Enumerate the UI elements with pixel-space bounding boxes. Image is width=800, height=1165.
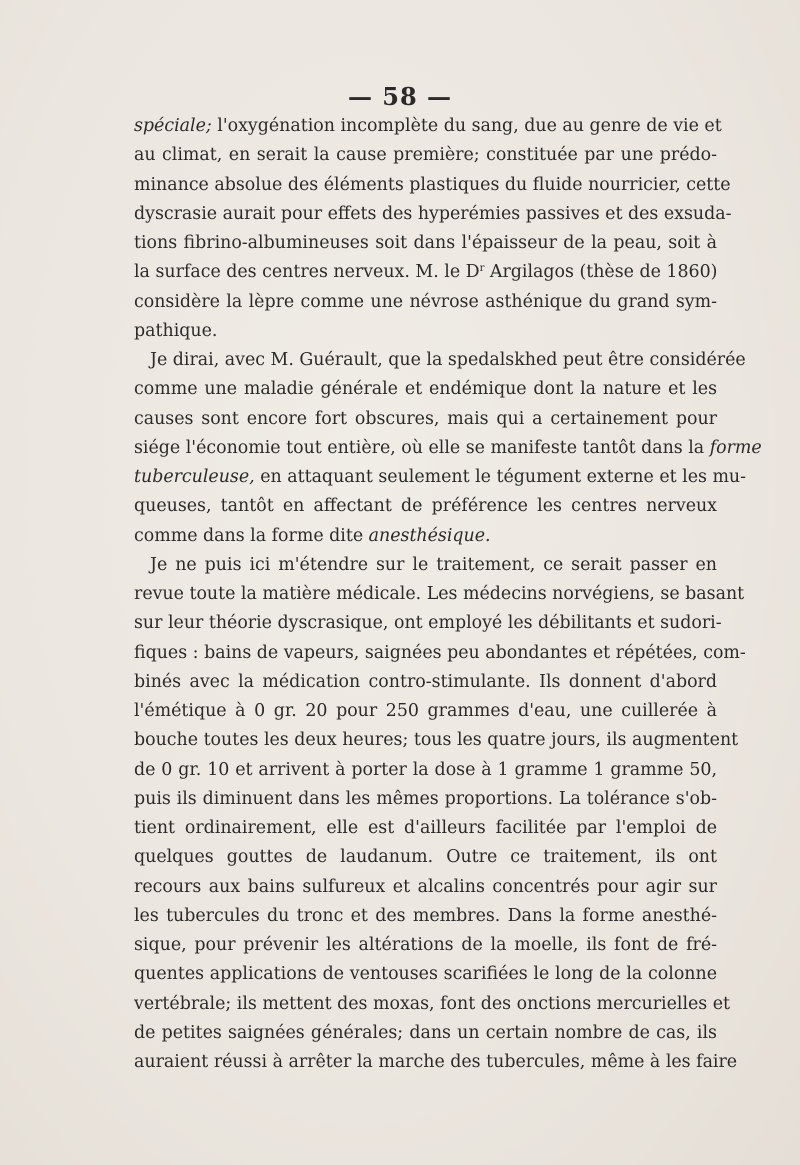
text-line xyxy=(134,141,717,170)
text-run: comme dans la forme dite xyxy=(134,525,369,546)
text-line xyxy=(134,931,717,960)
text-run: sur leur théorie dyscrasique, ont employé les débilitants et sudori- xyxy=(134,613,722,634)
text-run: causes sont encore fort obscures, mais qui a certainement pour xyxy=(134,408,717,429)
text-line xyxy=(134,990,731,1019)
text-run: de 0 gr. 10 et arrivent à porter la dose à 1 gramme 1 gramme 50, xyxy=(134,759,717,780)
text-line xyxy=(134,288,717,317)
text-line xyxy=(134,639,746,668)
italic-text: forme xyxy=(709,437,762,458)
text-line xyxy=(134,843,717,872)
body-text xyxy=(134,112,762,1077)
text-line xyxy=(134,814,717,843)
text-line xyxy=(134,668,717,697)
italic-text: spéciale; xyxy=(134,116,212,136)
text-line xyxy=(134,522,717,551)
text-line xyxy=(134,697,717,726)
text-run: Argilagos (thèse de 1860) xyxy=(484,262,718,283)
text-run: dyscrasie aurait pour effets des hyperémies passives et des exsuda- xyxy=(134,203,732,224)
text-line xyxy=(134,609,722,638)
text-line xyxy=(134,346,746,375)
text-run: quentes applications de ventouses scarifiées le long de la colonne xyxy=(134,964,717,985)
text-run: l'oxygénation incomplète du sang, due au genre de vie et xyxy=(211,116,722,136)
text-run: les tubercules du tronc et des membres. Dans la forme anesthé- xyxy=(134,905,717,926)
text-line xyxy=(134,726,739,755)
text-run: sique, pour prévenir les altérations de la moelle, ils font de fré- xyxy=(134,935,717,955)
text-run: minance absolue des éléments plastiques du fluide nourricier, cette xyxy=(134,174,731,195)
text-line xyxy=(134,258,717,287)
text-line xyxy=(134,1048,738,1077)
paragraph xyxy=(134,551,746,1078)
text-run: vertébrale; ils mettent des moxas, font des onctions mercurielles et xyxy=(134,993,731,1014)
text-run: auraient réussi à arrêter la marche des tubercules, même à les faire xyxy=(134,1052,738,1072)
text-run: recours aux bains sulfureux et alcalins concentrés pour agir sur xyxy=(134,876,717,897)
text-run: Je ne puis ici m'étendre sur le traitement, ce serait passer en xyxy=(150,554,717,575)
text-line xyxy=(134,229,717,258)
paragraph xyxy=(134,346,762,551)
text-line xyxy=(134,317,717,346)
text-run: siége l'économie tout entière, où elle se manifeste tantôt dans la xyxy=(134,437,710,458)
text-line xyxy=(134,756,717,785)
text-line xyxy=(134,960,717,989)
text-line xyxy=(134,580,745,609)
text-line xyxy=(134,463,747,492)
text-line xyxy=(134,551,717,580)
text-run: quelques gouttes de laudanum. Outre ce traitement, ils ont xyxy=(134,847,717,868)
text-run: puis ils diminuent dans les mêmes proportions. La tolérance s'ob- xyxy=(134,788,717,809)
text-line xyxy=(134,375,717,404)
text-line xyxy=(134,200,732,229)
text-line xyxy=(134,112,722,141)
page-number: — 58 — xyxy=(347,82,453,111)
text-line xyxy=(134,434,762,463)
text-run: considère la lèpre comme une névrose asthénique du grand sym- xyxy=(134,291,717,312)
text-run: tions fibrino-albumineuses soit dans l'épaisseur de la peau, soit à xyxy=(134,233,717,253)
text-run: Je dirai, avec M. Guérault, que la spedalskhed peut être considérée xyxy=(150,350,746,370)
text-run: en attaquant seulement le tégument externe et les mu- xyxy=(254,467,747,487)
text-run: au climat, en serait la cause première; constituée par une prédo- xyxy=(134,145,717,166)
italic-text: anesthésique. xyxy=(368,525,491,546)
text-run: pathique. xyxy=(134,320,218,341)
text-run: binés avec la médication contro-stimulante. Ils donnent d'abord xyxy=(134,671,717,692)
italic-text: tuberculeuse, xyxy=(134,467,255,487)
paragraph xyxy=(134,112,732,346)
text-line xyxy=(134,405,717,434)
text-line xyxy=(134,171,731,200)
text-line xyxy=(134,785,717,814)
superscript: r xyxy=(479,263,485,275)
text-line xyxy=(134,1019,717,1048)
text-run: de petites saignées générales; dans un certain nombre de cas, ils xyxy=(134,1022,717,1043)
text-run: revue toute la matière médicale. Les médecins norvégiens, se basant xyxy=(134,584,745,604)
text-line xyxy=(134,873,717,902)
text-run: comme une maladie générale et endémique dont la nature et les xyxy=(134,379,717,400)
text-run: la surface des centres nerveux. M. le D xyxy=(134,262,480,283)
text-run: bouche toutes les deux heures; tous les quatre jours, ils augmentent xyxy=(134,730,739,751)
text-run: l'émétique à 0 gr. 20 pour 250 grammes d'eau, une cuillerée à xyxy=(134,701,717,721)
text-line xyxy=(134,492,717,521)
text-run: fiques : bains de vapeurs, saignées peu abondantes et répétées, com- xyxy=(134,642,746,663)
text-run: queuses, tantôt en affectant de préférence les centres nerveux xyxy=(134,496,717,517)
text-run: tient ordinairement, elle est d'ailleurs facilitée par l'emploi de xyxy=(134,818,717,838)
text-line xyxy=(134,902,717,931)
